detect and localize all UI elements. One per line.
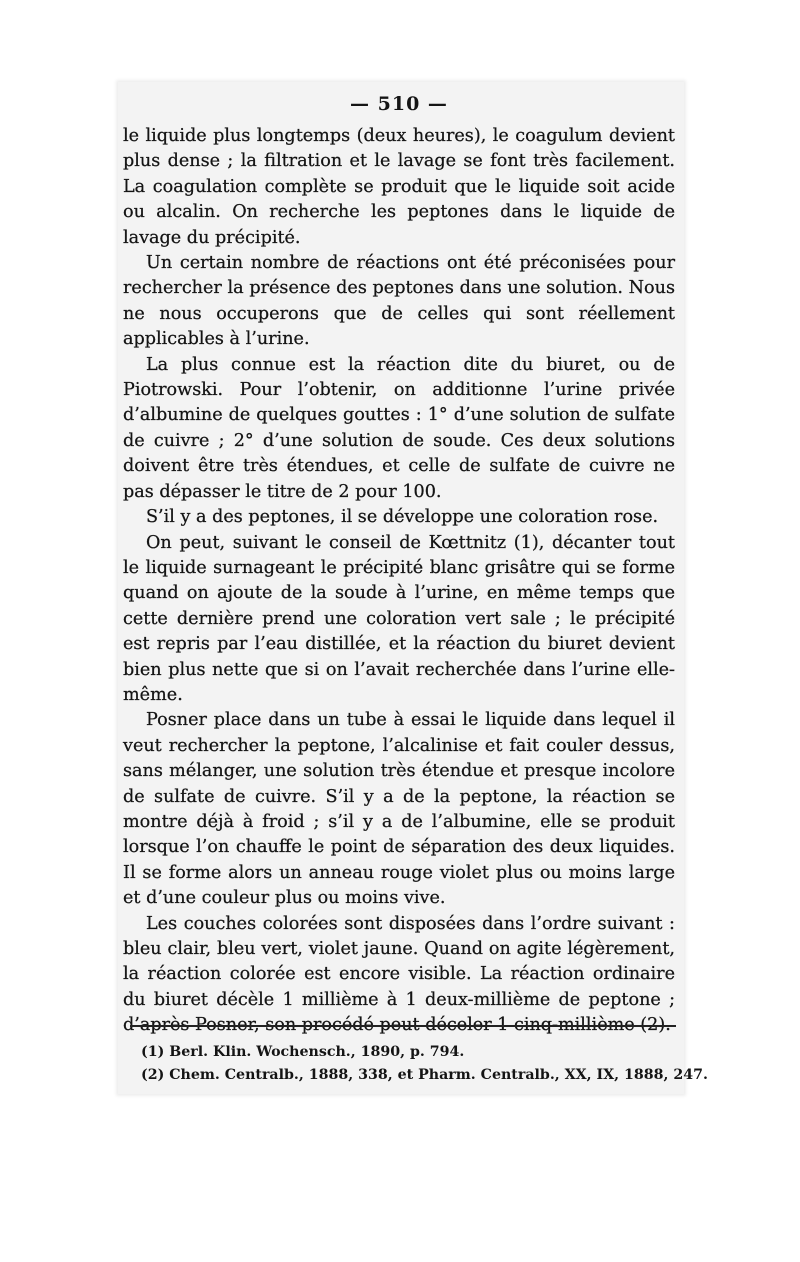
paragraph-4: S’il y a des peptones, il se développe une coloration rose. bbox=[146, 507, 659, 528]
page-body bbox=[123, 90, 675, 1039]
paragraph-7: Les couches colorées sont disposées dans l’ordre suivant : bleu clair, bleu vert, violet jaune. Quand on agite légèrement, la réaction colorée est encore visible. La réaction ordinaire du biuret décèle 1 millième à 1 deux-millième de peptone ; d’après Posner, son procédé peut déceler 1 cinq-millième (2). bbox=[123, 913, 675, 1036]
paragraph-3: La plus connue est la réaction dite du biuret, ou de Piotrowski. Pour l’obtenir, on additionne l’urine privée d’albumine de quelques gouttes : 1° d’une solution de sulfate de cuivre ; 2° d’une solution de soude. Ces deux solutions doivent être très étendues, et celle de sulfate de cuivre ne pas dépasser le titre de 2 pour 100. bbox=[123, 354, 675, 502]
footnote-rule bbox=[130, 1025, 676, 1027]
paragraph-5: On peut, suivant le conseil de Kœttnitz (1), décanter tout le liquide surnageant le précipité blanc grisâtre qui se forme quand on ajoute de la soude à l’urine, en même temps que cette dernière prend une coloration vert sale ; le précipité est repris par l’eau distillée, et la réaction du biuret devient bien plus nette que si on l’avait recherchée dans l’urine elle-même. bbox=[123, 532, 675, 705]
paragraph-6: Posner place dans un tube à essai le liquide dans lequel il veut rechercher la peptone, l’alcalinise et fait couler dessus, sans mélanger, une solution très étendue et presque incolore de sulfate de cuivre. S’il y a de la peptone, la réaction se montre déjà à froid ; s’il y a de l’albumine, elle se produit lorsque l’on chauffe le point de séparation des deux liquides. Il se forme alors un anneau rouge violet plus ou moins large et d’une couleur plus ou moins vive. bbox=[123, 710, 675, 909]
footnote-2: (2) Chem. Centralb., 1888, 338, et Pharm. Centralb., XX, IX, 1888, 247. bbox=[141, 1067, 708, 1083]
paragraph-1: le liquide plus longtemps (deux heures), le coagulum devient plus dense ; la filtration et le lavage se font très facilement. La coagulation complète se produit que le liquide soit acide ou alcalin. On recherche les peptones dans le liquide de lavage du précipité. bbox=[123, 126, 675, 248]
page-number: — 510 — bbox=[350, 93, 448, 115]
footnote-1: (1) Berl. Klin. Wochensch., 1890, p. 794. bbox=[141, 1044, 465, 1060]
paragraph-2: Un certain nombre de réactions ont été préconisées pour rechercher la présence des peptones dans une solution. Nous ne nous occuperons que de celles qui sont réellement applicables à l’urine. bbox=[123, 253, 675, 350]
footnotes bbox=[141, 1041, 708, 1087]
